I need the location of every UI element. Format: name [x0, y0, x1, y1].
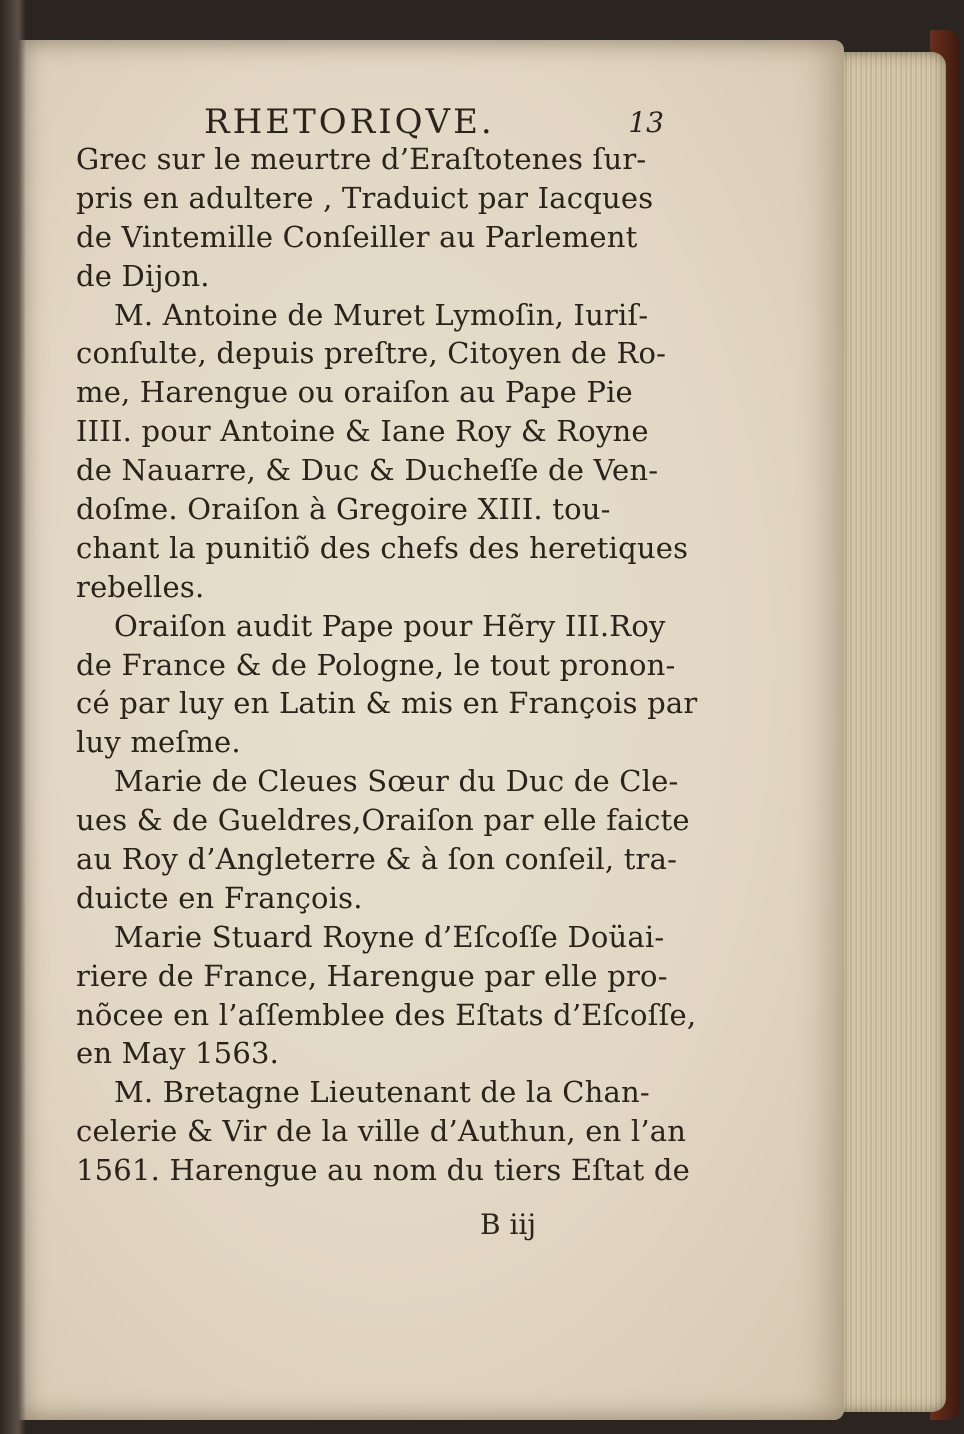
text-line: de France & de Pologne, le tout pronon- [76, 647, 676, 682]
text-line: 1561. Harengue au nom du tiers Eſtat de [76, 1153, 690, 1188]
running-title: RHETORIQVE. [204, 102, 495, 142]
text-line: me, Harengue ou oraiſon au Pape Pie [76, 375, 633, 410]
text-line: de Dijon. [76, 258, 210, 293]
text-line: duicte en François. [76, 880, 363, 915]
text-line: celerie & Vir de la ville d’Authun, en l’an [76, 1114, 687, 1149]
text-line: luy meſme. [76, 725, 241, 760]
text-line: cé par luy en Latin & mis en François par [76, 686, 698, 721]
text-line: M. Bretagne Lieutenant de la Chan- [114, 1075, 650, 1110]
text-line: Marie de Cleues Sœur du Duc de Cle- [114, 764, 679, 799]
body-text [76, 140, 698, 1190]
text-line: Marie Stuard Royne d’Eſcoſſe Doüai- [114, 919, 665, 954]
text-line: M. Antoine de Muret Lymoſin, Iuriſ- [114, 297, 649, 332]
text-line: chant la punitiõ des chefs des heretiques [76, 530, 689, 565]
text-line: Oraiſon audit Pape pour Hẽry III.Roy [114, 608, 666, 643]
spine-shadow [0, 0, 26, 1434]
text-line: pris en adultere , Traduict par Iacques [76, 180, 654, 215]
text-line: de Vintemille Conſeiller au Parlement [76, 219, 638, 254]
signature-mark: B iij [480, 1208, 537, 1241]
text-line: en May 1563. [76, 1036, 280, 1071]
page-edges [838, 52, 946, 1412]
text-line: rebelles. [76, 569, 205, 604]
text-line: au Roy d’Angleterre & à ſon conſeil, tra- [76, 842, 678, 877]
text-line: IIII. pour Antoine & Iane Roy & Royne [76, 414, 649, 449]
page-number: 13 [628, 106, 664, 139]
text-line: ues & de Gueldres,Oraiſon par elle faicte [76, 803, 690, 838]
text-line: Grec sur le meurtre d’Eraſtotenes ſur- [76, 142, 647, 176]
text-line: de Nauarre, & Duc & Ducheſſe de Ven- [76, 453, 659, 488]
text-line: doſme. Oraiſon à Gregoire XIII. tou- [76, 492, 611, 527]
text-line: riere de France, Harengue par elle pro- [76, 958, 668, 993]
text-line: conſulte, depuis preſtre, Citoyen de Ro- [76, 336, 667, 371]
text-line: nõcee en l’aſſemblee des Eſtats d’Eſcoſſe, [76, 997, 697, 1032]
